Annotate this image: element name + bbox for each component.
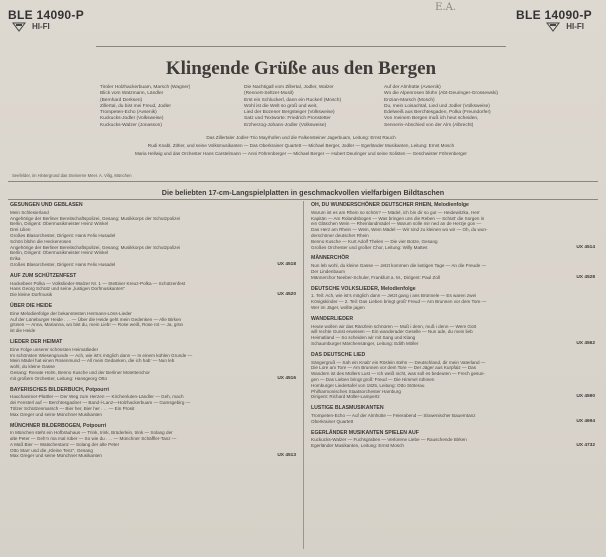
entry-line: Warum ist es am Rhein so schön? — Mädel, ich bin dir so gut — Heidewitzka, Herr xyxy=(311,209,480,215)
entry-heading: MÄNNERCHÖR xyxy=(311,255,350,262)
track-line: Du, mein Loisachtal, Lied und Jodler (Volksweise) xyxy=(384,103,490,109)
entry-catalog-code: UX 4528 xyxy=(576,274,595,280)
track-line: Von meinem Bergen muß ich heut scheiden, xyxy=(384,116,479,122)
entry-line: In München steht ein Hofbräuhaus — Trink, trink, Brüderlein, trink — Solang der xyxy=(10,430,173,436)
entry-catalog-code: UX 4513 xyxy=(277,453,296,459)
catalog-entry xyxy=(10,203,296,268)
entry-line: Homburger Liedertafel von 1825, Leitung: Otto Stöterau xyxy=(311,382,425,388)
catalog-entry xyxy=(311,287,595,311)
entry-line: Das Herz am Rhein — Wein, Wein Mädel — Wir sind zu kleinen wo wir — Oh, du wun- xyxy=(311,227,488,233)
entry-catalog-code: UX 4516 xyxy=(277,375,296,381)
entry-line: Angehörige der Berliner Bereitschaftspolizei, Gesang; Musikkorps der Schutzpolizei xyxy=(10,244,181,250)
entry-line: ein Gläschen Wein — Rheinlandmädel — Warum solle mir ned an de Herzje gon — xyxy=(311,221,482,227)
entry-line: Eine Folge unserer schönsten Heimatlieder xyxy=(10,346,99,352)
catalog-entry xyxy=(10,274,296,298)
entry-line: wohl, du kleine Gasse xyxy=(10,364,55,370)
catalog-column-right xyxy=(311,203,595,455)
track-line: Lied der Bozener Bergsteiger (Volksweise) xyxy=(244,110,335,116)
entry-line: Die kleine Dorfmusik xyxy=(10,292,53,298)
label-logo-icon xyxy=(12,22,26,32)
entry-line: Königskinder — 2. Teil: Das Lieben bringt groß’ Freud — Am Brunnen vor dem Tore — xyxy=(311,299,487,305)
catalog-entry xyxy=(311,431,595,449)
entry-line: Eine Melodienfolge der bekanntesten Hermann-Löns-Lieder xyxy=(10,310,132,316)
credits-line: Rudi Knabl, Zither, und seine Volksmusikanten — Das Oberkrainer Quartett — Michael Berger, Jodler — Egerländer Musikanten, Leitung: Ernst Mosch xyxy=(147,143,455,148)
tracklist-column-2 xyxy=(244,85,341,129)
entry-heading: AUF ZUM SCHÜTZENFEST xyxy=(10,272,77,279)
entry-catalog-code: UX 4514 xyxy=(576,244,595,250)
entry-line: Kuckucks-Walzer — Fuchsgraben — Verlorene Liebe — Rauschende Birken xyxy=(311,437,467,443)
track-line: Die Nachtigall vom Zillertal, Jodler, Walzer xyxy=(244,85,334,90)
hifi-label-left: HI-FI xyxy=(32,22,50,31)
entry-heading: OH, DU WUNDERSCHÖNER DEUTSCHER RHEIN, Melodienfolge xyxy=(311,202,469,208)
label-logo-icon xyxy=(546,22,560,32)
entry-line: Wer im Jäger, wollte jagen xyxy=(311,304,365,310)
entry-line: will rechte Gunst erweisen — Ein wanderader Geselle — Nun ade, du mein lieb xyxy=(311,329,473,335)
entry-line: Mein Mädel hat einen Rosenmund — All mein Gedanken, die ich hab’ — Nun leb xyxy=(10,358,175,364)
catalog-entry xyxy=(10,304,296,334)
entry-line: Wandern ist des Müllers Lust — Ich weiß nicht, was soll es bedeuten — Frech gesun- xyxy=(311,371,485,377)
entry-heading: EGERLÄNDER MUSIKANTEN SPIELEN AUF xyxy=(311,429,419,436)
entry-line: Drei Lilien xyxy=(10,227,31,233)
entry-line: Max Greger und seine Münchner Musikanten xyxy=(10,453,102,459)
catalog-entry xyxy=(10,340,296,382)
catalog-entry xyxy=(311,406,595,424)
catalog-entry xyxy=(311,256,595,280)
catalog-entry xyxy=(311,353,595,400)
entry-line: alte Peter — Geh’n ma mal rüber — So wie du . . . — Münchner Schäffler-Tanz — xyxy=(10,436,177,442)
hifi-label-right: HI-FI xyxy=(566,22,584,31)
entry-line: Auf der Lüneburger Heide . . . — Über die Heide geht mein Gedenken — Alle Birken xyxy=(10,316,182,322)
track-line: Kuckucks-Walzer (Jonasson) xyxy=(100,122,162,128)
entry-heading: BAYERISCHES BILDERBUCH, Potpourri xyxy=(10,386,109,393)
entry-line: Dirigent: Richard Müller-Lampertz xyxy=(311,394,380,400)
entry-line: grünen — Anna, Marianna, wo bist du, mein Lieb! — Rose weiß, Rose rot — Ja, grün xyxy=(10,322,184,328)
divider xyxy=(8,199,598,200)
entry-line: Großes Blasorchester, Dirigent: Hans Felix Husadel xyxy=(10,261,116,267)
entry-line: Schaumburger Märchensänger, Leitung: Edith Möller xyxy=(311,340,419,346)
tracklist-column-3 xyxy=(384,85,498,129)
entry-line: 1. Teil: Ach, wie ist’s möglich dann — Jetzt gang i ans Brünnele — Es waren zwei xyxy=(311,293,477,299)
entry-line: Die Lore am Tore — Am Brunnen vor dem Tore — Der Jäger aus Kurpfalz — Das xyxy=(311,365,477,371)
entry-line: Hauchanimer-Plattler — Der Weg zum Herzen — Kirchenluten-Ländler — Geh, mach xyxy=(10,394,184,400)
entry-line: Heimatland — So scheiden wir mit Sang und Klang xyxy=(311,335,416,341)
entry-line: Sängergruß — Sah ein Knab’ ein Röslein stehn — Deutschland, dir mein Vaterland — xyxy=(311,359,486,365)
album-info-box xyxy=(96,46,506,167)
entry-heading: ÜBER DIE HEIDE xyxy=(10,302,53,309)
entry-line: Männerchor Neeber-Schuler, Frankfurt a. M., Dirigent: Paul Zoll xyxy=(311,274,440,280)
track-line: Sennerin-Abschied von der Alm (Albrecht) xyxy=(384,122,474,128)
track-line: Auf der Almhütte (Avsenik) xyxy=(384,85,441,90)
catalog-number-right: BLE 14090-P xyxy=(515,8,592,22)
entry-heading: MÜNCHNER BILDERBOGEN, Potpourri xyxy=(10,422,107,429)
track-line: Wo die Alpenrosen blühn (Abt-Deuringer-Grossewski) xyxy=(384,91,499,97)
credits-line: Maria Hellwig und das Orchester Hans Carstelmann — Anni Föhrenberger — Michael Berger — Hubert Deuringer und seine Solisten — Geschwister Föhrenberger xyxy=(135,151,467,156)
catalog-entry xyxy=(10,424,296,460)
entry-heading: GESUNGEN UND GEBLASEN xyxy=(10,202,83,208)
catalog-entry xyxy=(311,203,595,250)
entry-line: Berlin, Dirigent: Obermusikmeister Heinz Winkel xyxy=(10,250,109,256)
catalog-number-left: BLE 14090-P xyxy=(8,8,85,22)
entry-heading: LUSTIGE BLASMUSIKANTEN xyxy=(311,405,384,412)
tracklist-column-1 xyxy=(100,85,190,129)
catalog-column-left xyxy=(10,203,296,465)
entry-catalog-code: UX 4562 xyxy=(576,340,595,346)
entry-line: Der Lindenbaum xyxy=(311,268,345,274)
entry-line: dei Fensterl auf — Berchtesgadner — Band-l-Lanz—Holzhackerbuam — Gamsgebirg — xyxy=(10,400,191,406)
column-divider xyxy=(303,201,304,549)
entry-line: mit großem Orchester, Leitung: Hansgeorg Otto xyxy=(10,375,108,381)
entry-line: Nun leb wohl, du kleine Gasse — Jetzt kommen die lustigen Tage — An die Freude — xyxy=(311,263,487,269)
entry-line: Erika xyxy=(10,256,21,262)
entry-line: Großes Orchester und großer Chor, Leitung: Willy Mattes xyxy=(311,244,428,250)
track-line: Edelweiß aus Berchtesgaden, Polka (Freundorfer) xyxy=(384,110,491,116)
entry-line: Hackebeer Polka — Volkslieder-Walzer Nr. 1 — Stettiner Kreuz-Polka — Schützenfest xyxy=(10,280,186,286)
entry-line: ist die Heide xyxy=(10,328,36,334)
album-title: Klingende Grüße aus den Bergen xyxy=(165,58,437,79)
entry-line: Hans Georg Schütz und seine „lustigen Dorfmusikanten“ xyxy=(10,286,125,292)
entry-line: Max Greger und seine Münchner Musikanten xyxy=(10,411,102,417)
entry-line: Angehörige der Berliner Bereitschaftspolizei, Gesang; Musikkorps der Schutzpolizei xyxy=(10,215,181,221)
entry-line: Kapitän — Am Rolandsbogen — Was bringen uns die Reben — Schütt’ die Sorgen in xyxy=(311,215,485,221)
track-line: Trompeten-Echo (Avsenik) xyxy=(100,110,157,116)
entry-catalog-code: UX 4732 xyxy=(576,443,595,449)
entry-line: Schön blühn die Heckenrosen xyxy=(10,238,72,244)
entry-line: A Maß Bier — Watschentanz — Solang der alte Peter xyxy=(10,441,120,447)
entry-line: Im schönsten Wiesengrunde — Ach, wie ist’s möglich dann — In einem kühlen Grunde — xyxy=(10,352,193,358)
entry-line: derschöner deutscher Rhein xyxy=(311,232,369,238)
track-line: (Rennert-Seltzer-Musil) xyxy=(244,91,294,97)
entry-line: Großes Blasorchester, Dirigent: Hans Felix Husadel xyxy=(10,232,116,238)
catalog-subtitle: Die beliebten 17-cm-Langspielplatten in geschmackvollen vielfarbigen Bildtaschen xyxy=(161,188,445,197)
entry-line: Oberkrainer Quartett xyxy=(311,418,354,424)
catalog-entry xyxy=(311,317,595,347)
entry-line: Trompeten-Echo — Auf der Almhütte — Feierabend — Slowenischer Bauerntanz xyxy=(311,412,476,418)
handwritten-corner-mark: E.A. xyxy=(435,2,456,13)
entry-line: Benno Kusche — Kurt Adolf Thelen — Die vier Botze, Gesang xyxy=(311,238,438,244)
entry-heading: WANDERLIEDER xyxy=(311,315,354,322)
track-line: Erzherzog-Johann-Jodler (Volksweise) xyxy=(244,122,327,128)
entry-heading: LIEDER DER HEIMAT xyxy=(10,338,63,345)
track-line: (Bernhard Derksen) xyxy=(100,97,143,103)
entry-line: Mein Schlesierland xyxy=(10,209,49,215)
entry-catalog-code: UX 4590 xyxy=(576,394,595,400)
track-line: Blick vom Watzmann, Ländler xyxy=(100,91,164,97)
track-line: Kuckucks-Jodler (Volksweise) xyxy=(100,116,164,122)
entry-line: Heute wollen wir das Ränzlein schnüren — Muß i denn, muß i denn — Wem Gott xyxy=(311,323,477,329)
entry-line: Gesang: Renate Holm, Benno Kusche und der Berliner Motettenchor xyxy=(10,369,150,375)
track-line: Tiroler Holzhackerbuam, Marsch (Wagner) xyxy=(100,85,191,90)
divider xyxy=(8,181,598,182)
entry-catalog-code: UX 4518 xyxy=(277,261,296,267)
entry-catalog-code: UX 4694 xyxy=(576,418,595,424)
track-line: Enzian-Marsch (Mosch) xyxy=(384,97,435,103)
track-line: Satz und Textworte: Friedrich Pronstetter xyxy=(244,116,331,122)
entry-line: Philharmonisches Staatsorchester Hamburg xyxy=(311,388,401,394)
track-line: Wohl ist die Welt so groß und weit, xyxy=(244,103,318,109)
track-line: Erst ein Schluckerl, dann ein Ruckerl (Mosch) xyxy=(244,97,342,103)
credits-line: Das Zillertaler Jodler-Trio Mayrhofen und die Falkensteiner Jagerbuam, Leitung: Ernst Rauch xyxy=(206,135,396,140)
entry-line: gen — Das Lieben bringt groß’ Freud — Die Himmel rühmen xyxy=(311,376,435,382)
entry-line: Tölzer Schützenmarsch — Bier her, Bier her . . . — Ein Prosit xyxy=(10,405,135,411)
entry-line: Otto Starr und die „Kleine Tenz“, Gesang xyxy=(10,447,93,453)
entry-line: Berlin, Dirigent: Obermusikmeister Heinz Winkel xyxy=(10,221,109,227)
track-line: Zillertal, du bist mei Freud, Jodler xyxy=(100,103,171,109)
catalog-entry xyxy=(10,388,296,418)
entry-heading: DAS DEUTSCHE LIED xyxy=(311,351,366,358)
entry-heading: DEUTSCHE VOLKSLIEDER, Melodienfolge xyxy=(311,285,416,292)
entry-catalog-code: UX 4520 xyxy=(277,292,296,298)
entry-line: Egerländer Musikanten, Leitung: Ernst Mosch xyxy=(311,443,404,449)
photo-credit: Seefelder, im Hintergrund das Steinerne Meer. A. Vilig, München xyxy=(12,173,132,178)
